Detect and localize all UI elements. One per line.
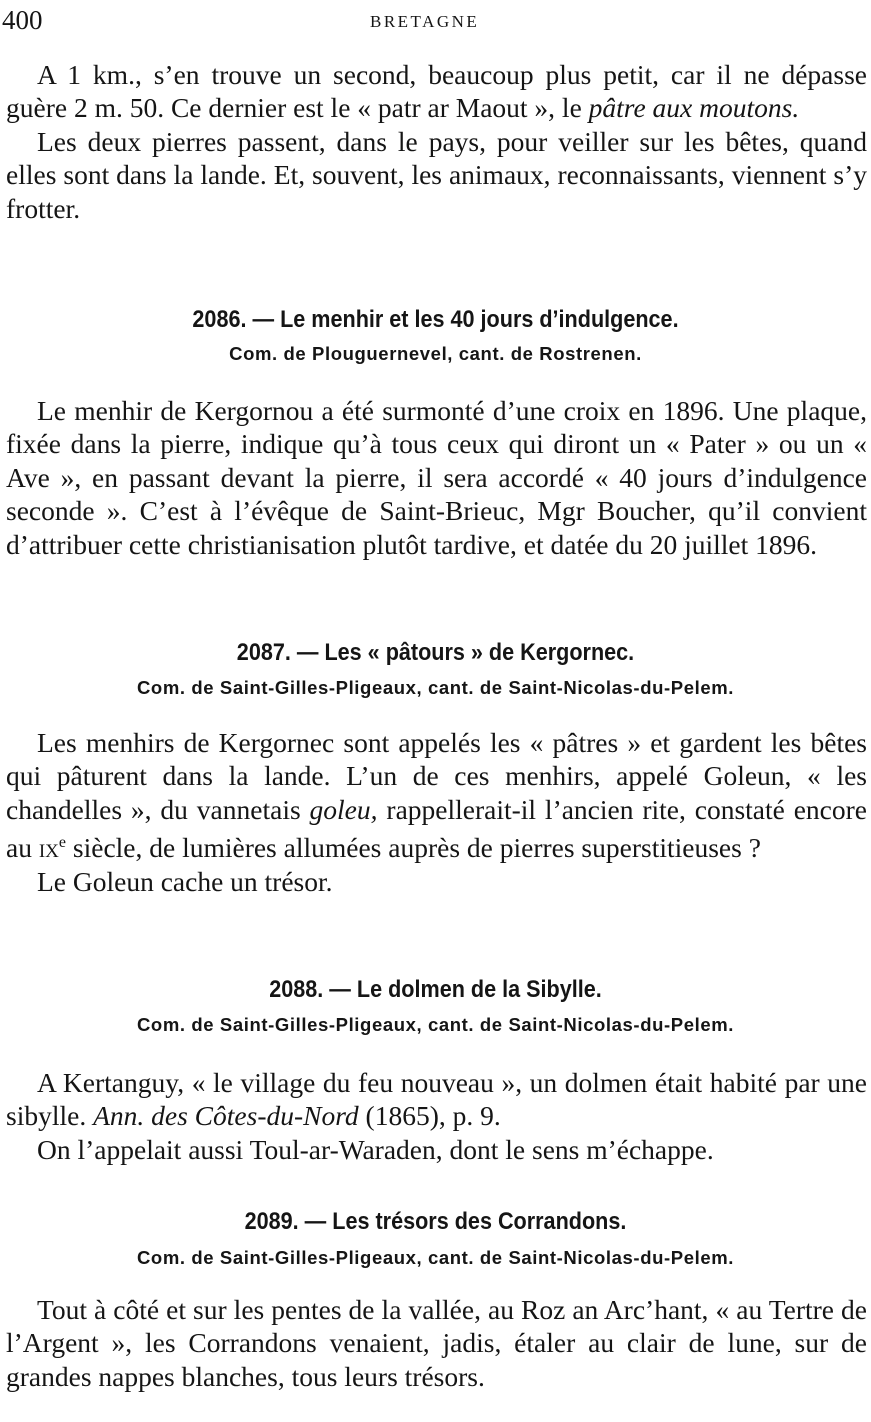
section-2087-paragraph-2: Le Goleun cache un trésor. (37, 865, 333, 897)
section-2089-body (6, 1293, 867, 1393)
section-2087-paragraph-1: Les menhirs de Kergornec sont appelés les « pâtres » et gardent les bêtes qui pâturent dans la lande. L’un de ces menhirs, appelé Goleun, « les chandelles », du vannetais goleu, rappellerait-il l’ancien rite, constaté encore au $ix^e$ siècle, de lumières allumées auprès de pierres superstitieuses ? (6, 727, 868, 864)
section-2086-body (6, 394, 867, 561)
section-2089-paragraph: Tout à côté et sur les pentes de la vallée, au Roz an Arc’hant, « au Tertre de l’Argent », les Corrandons venaient, jadis, étaler au clair de lune, sur de grandes nappes blanches, tous leurs trésors. (6, 1294, 867, 1392)
page-number: 400 (2, 5, 43, 35)
running-title: BRETAGNE (370, 12, 480, 31)
section-2086-location: Com. de Plouguernevel, cant. de Rostrenen. (229, 343, 642, 364)
section-2088-location: Com. de Saint-Gilles-Pligeaux, cant. de Saint-Nicolas-du-Pelem. (136, 1014, 735, 1035)
intro-paragraph-2: Les deux pierres passent, dans le pays, pour veiller sur les bêtes, quand elles sont dans la lande. Et, souvent, les animaux, reconnaissants, viennent s’y frotter. (6, 125, 867, 224)
section-2088-paragraph-2: On l’appelait aussi Toul-ar-Waraden, dont le sens m’échappe. (37, 1133, 714, 1165)
section-2088-title: 2088. — Le dolmen de la Sibylle. (269, 976, 602, 1003)
section-2088-body (6, 1066, 867, 1166)
intro-paragraph-1: A 1 km., s’en trouve un second, beaucoup plus petit, car il ne dépasse guère 2 m. 50. Ce dernier est le « patr ar Maout », le pâtre aux moutons. (6, 59, 867, 124)
section-2089-title: 2089. — Les trésors des Corrandons. (244, 1208, 627, 1235)
section-2086-paragraph: Le menhir de Kergornou a été surmonté d’une croix en 1896. Une plaque, fixée dans la pierre, indique qu’à tous ceux qui diront un « Pater » ou un « Ave », en passant devant la pierre, il sera accordé « 40 jours d’indulgence seconde ». C’est à l’évêque de Saint-Brieuc, Mgr Boucher, qu’il convient d’attribuer cette christianisation plutôt tardive, et datée du 20 juillet 1896. (6, 395, 867, 560)
section-2087-location: Com. de Saint-Gilles-Pligeaux, cant. de Saint-Nicolas-du-Pelem. (136, 677, 735, 698)
section-2087-title: 2087. — Les « pâtours » de Kergornec. (236, 639, 635, 666)
section-2086-title: 2086. — Le menhir et les 40 jours d’indulgence. (192, 306, 679, 333)
intro-text (6, 58, 867, 225)
section-2087-body (6, 726, 867, 898)
section-2089-location: Com. de Saint-Gilles-Pligeaux, cant. de Saint-Nicolas-du-Pelem. (136, 1247, 735, 1268)
section-2088-paragraph-1: A Kertanguy, « le village du feu nouveau », un dolmen était habité par une sibylle. Ann. des Côtes-du-Nord (1865), p. 9. (6, 1067, 867, 1132)
